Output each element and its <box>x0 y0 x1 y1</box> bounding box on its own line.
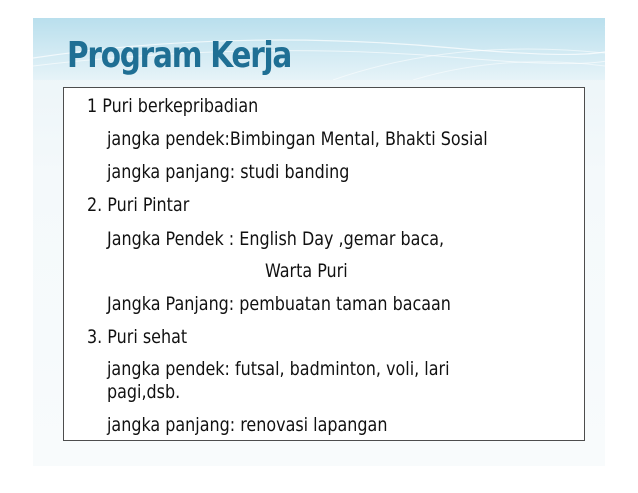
section-1-short-term: jangka pendek:Bimbingan Mental, Bhakti Sosial <box>107 128 488 150</box>
section-3-heading: 3. Puri sehat <box>87 326 188 348</box>
section-1-long-term: jangka panjang: studi banding <box>107 161 350 183</box>
slide-title: Program Kerja <box>67 35 292 76</box>
section-2-heading: 2. Puri Pintar <box>87 194 190 216</box>
section-1-heading: 1 Puri berkepribadian <box>87 95 259 117</box>
section-3-short-term-cont: pagi,dsb. <box>107 381 181 403</box>
section-2-long-term: Jangka Panjang: pembuatan taman bacaan <box>107 293 451 315</box>
section-2-short-term-cont: Warta Puri <box>265 260 348 282</box>
section-2-short-term: Jangka Pendek : English Day ,gemar baca, <box>107 228 445 250</box>
section-3-short-term: jangka pendek: futsal, badminton, voli, lari <box>107 358 450 380</box>
section-3-long-term: jangka panjang: renovasi lapangan <box>107 414 388 436</box>
